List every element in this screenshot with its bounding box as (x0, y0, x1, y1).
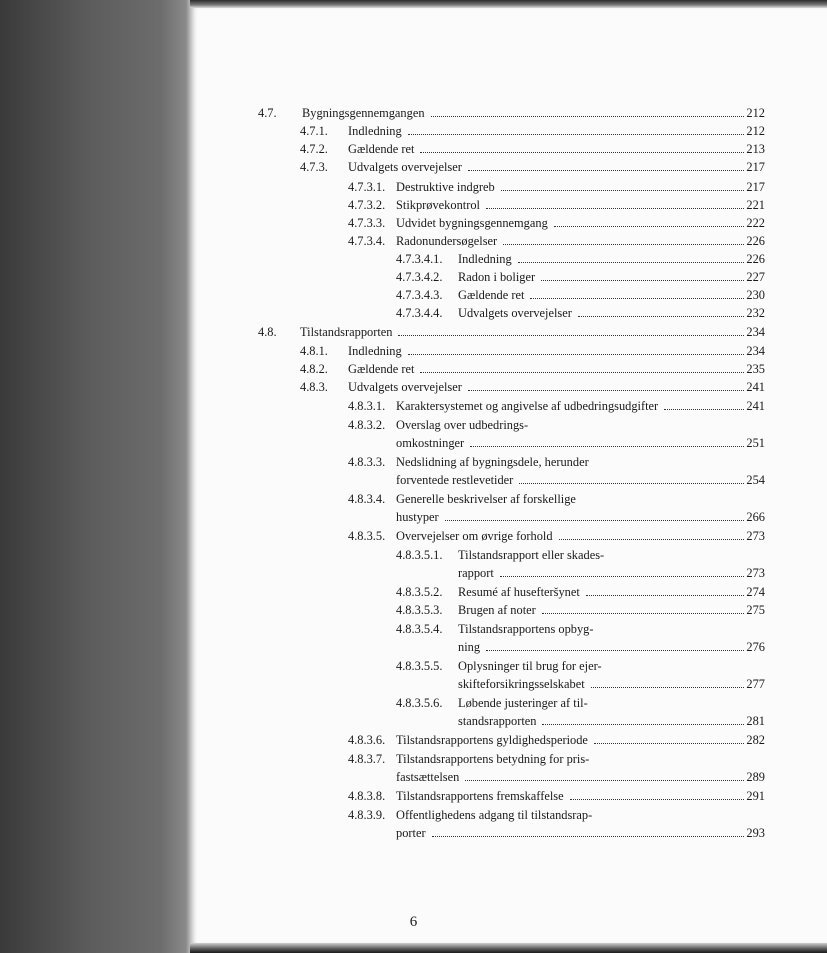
toc-dot-leader (554, 214, 745, 227)
toc-entry-number: 4.8.3.5. (348, 529, 386, 543)
toc-entry-title: skifteforsikringsselskabet (458, 677, 585, 691)
toc-dot-leader (518, 250, 745, 263)
toc-entry-title: Brugen af noter (458, 603, 536, 617)
toc-dot-leader (542, 712, 744, 725)
toc-entry-title: Generelle beskrivelser af forskellige (396, 492, 576, 506)
toc-entry-number: 4.7.3.4.1. (396, 252, 443, 266)
toc-dot-leader (398, 323, 744, 336)
toc-entry-number: 4.7.3. (300, 160, 328, 174)
toc-entry-title: Indledning (348, 124, 402, 138)
toc-entry-number: 4.8.2. (300, 362, 328, 376)
toc-entry (0, 638, 765, 656)
toc-entry-title: Tilstandsrapporten (300, 325, 393, 339)
toc-entry-page: 254 (746, 473, 765, 487)
toc-entry (0, 564, 765, 582)
toc-entry-number: 4.7.2. (300, 142, 328, 156)
toc-entry-page: 217 (746, 180, 765, 194)
toc-entry-page: 226 (746, 234, 765, 248)
toc-entry-title: Offentlighedens adgang til tilstandsrap- (396, 808, 593, 822)
toc-entry-title: fastsættelsen (396, 770, 460, 784)
toc-entry-number: 4.7.3.4.3. (396, 288, 443, 302)
toc-entry (0, 304, 765, 322)
toc-entry-page: 251 (746, 436, 765, 450)
toc-entry-number: 4.7.3.2. (348, 198, 386, 212)
toc-entry-number: 4.7.1. (300, 124, 328, 138)
toc-entry-page: 230 (746, 288, 765, 302)
toc-entry (0, 806, 765, 824)
toc-entry (0, 268, 765, 286)
toc-entry (0, 694, 765, 712)
toc-entry-title: hustyper (396, 510, 439, 524)
toc-dot-leader (408, 122, 745, 135)
toc-dot-leader (468, 378, 745, 391)
toc-entry-number: 4.8.3.2. (348, 418, 386, 432)
toc-entry-number: 4.8.3.9. (348, 808, 386, 822)
toc-dot-leader (542, 601, 745, 614)
toc-entry (0, 196, 765, 214)
toc-entry-number: 4.8.3.5.1. (396, 548, 443, 562)
toc-entry-number: 4.8.3.1. (348, 399, 386, 413)
toc-dot-leader (586, 583, 745, 596)
page-number: 6 (409, 914, 418, 930)
toc-entry-page: 222 (746, 216, 765, 230)
toc-entry-page: 212 (746, 106, 765, 120)
toc-entry (0, 731, 765, 749)
toc-entry-title: Overvejelser om øvrige forhold (396, 529, 553, 543)
toc-entry-title: Destruktive indgreb (396, 180, 495, 194)
toc-entry-title: omkostninger (396, 436, 465, 450)
toc-entry (0, 508, 765, 526)
toc-entry-title: Overslag over udbedrings- (396, 418, 529, 432)
toc-entry-number: 4.7. (258, 106, 277, 120)
toc-entry-number: 4.7.3.4.2. (396, 270, 443, 284)
toc-dot-leader (420, 140, 744, 153)
toc-dot-leader (591, 675, 745, 688)
toc-entry-title: ning (458, 640, 481, 654)
toc-entry-title: Tilstandsrapportens opbyg- (458, 622, 594, 636)
toc-dot-leader (408, 342, 745, 355)
toc-entry-number: 4.8.3.7. (348, 752, 386, 766)
toc-entry-page: 277 (746, 677, 765, 691)
toc-entry (0, 178, 765, 196)
toc-entry-page: 217 (746, 160, 765, 174)
toc-entry-title: Tilstandsrapportens betydning for pris- (396, 752, 590, 766)
toc-entry-title: Tilstandsrapportens gyldighedsperiode (396, 733, 588, 747)
toc-entry (0, 323, 765, 341)
toc-entry-number: 4.7.3.3. (348, 216, 386, 230)
toc-dot-leader (500, 564, 745, 577)
toc-entry-title: Radonundersøgelser (396, 234, 498, 248)
toc-entry-title: Resumé af husefteršynet (458, 585, 580, 599)
toc-entry-number: 4.8. (258, 325, 277, 339)
toc-entry-number: 4.7.3.4.4. (396, 306, 443, 320)
toc-dot-leader (501, 178, 745, 191)
toc-dot-leader (559, 527, 745, 540)
toc-entry (0, 546, 765, 564)
toc-entry (0, 342, 765, 360)
toc-entry-title: forventede restlevetider (396, 473, 514, 487)
toc-entry-number: 4.8.3.5.3. (396, 603, 443, 617)
toc-entry-page: 221 (746, 198, 765, 212)
toc-entry-title: Gældende ret (348, 362, 415, 376)
toc-entry-number: 4.8.3.6. (348, 733, 386, 747)
scanner-edge-bottom (190, 943, 827, 953)
toc-dot-leader (470, 434, 744, 447)
toc-entry (0, 675, 765, 693)
toc-entry-page: 235 (746, 362, 765, 376)
toc-entry-page: 266 (746, 510, 765, 524)
toc-entry-title: Radon i boliger (458, 270, 536, 284)
toc-entry (0, 214, 765, 232)
toc-entry (0, 824, 765, 842)
toc-entry-title: Indledning (458, 252, 512, 266)
toc-dot-leader (570, 787, 745, 800)
toc-entry-title: Tilstandsrapportens fremskaffelse (396, 789, 564, 803)
toc-entry-number: 4.8.3.5.5. (396, 659, 443, 673)
toc-dot-leader (486, 196, 744, 209)
toc-entry-page: 273 (746, 566, 765, 580)
toc-dot-leader (486, 638, 744, 651)
toc-entry (0, 158, 765, 176)
toc-dot-leader (530, 286, 744, 299)
toc-dot-leader (465, 768, 744, 781)
toc-dot-leader (503, 232, 744, 245)
toc-entry-title: Oplysninger til brug for ejer- (458, 659, 602, 673)
toc-entry-title: rapport (458, 566, 494, 580)
toc-entry (0, 286, 765, 304)
toc-entry-page: 274 (746, 585, 765, 599)
toc-entry-number: 4.8.3.5.2. (396, 585, 443, 599)
toc-entry (0, 397, 765, 415)
toc-entry-page: 212 (746, 124, 765, 138)
toc-entry-title: Bygningsgennemgangen (302, 106, 425, 120)
toc-entry (0, 122, 765, 140)
toc-entry-title: Gældende ret (458, 288, 525, 302)
toc-entry (0, 787, 765, 805)
toc-dot-leader (432, 824, 745, 837)
toc-dot-leader (541, 268, 744, 281)
toc-entry-page: 293 (746, 826, 765, 840)
toc-entry (0, 768, 765, 786)
toc-entry-title: Karaktersystemet og angivelse af udbedringsudgifter (396, 399, 659, 413)
toc-entry-number: 4.8.3. (300, 380, 328, 394)
toc-entry-page: 275 (746, 603, 765, 617)
scanner-edge-top (190, 0, 827, 8)
toc-entry-title: Stikprøvekontrol (396, 198, 480, 212)
toc-entry-number: 4.8.3.5.4. (396, 622, 443, 636)
toc-entry-page: 291 (746, 789, 765, 803)
toc-entry (0, 657, 765, 675)
toc-entry (0, 471, 765, 489)
toc-entry-number: 4.8.3.5.6. (396, 696, 443, 710)
toc-entry (0, 416, 765, 434)
toc-entry-page: 281 (746, 714, 765, 728)
toc-entry-page: 213 (746, 142, 765, 156)
toc-entry (0, 250, 765, 268)
toc-entry (0, 712, 765, 730)
toc-entry-page: 276 (746, 640, 765, 654)
toc-entry-title: Gældende ret (348, 142, 415, 156)
toc-entry-number: 4.7.3.1. (348, 180, 386, 194)
toc-entry (0, 601, 765, 619)
toc-entry-title: Udvalgets overvejelser (348, 160, 462, 174)
toc-entry (0, 490, 765, 508)
toc-entry-title: Udvalgets overvejelser (458, 306, 572, 320)
toc-entry (0, 378, 765, 396)
toc-entry-number: 4.8.3.8. (348, 789, 386, 803)
toc-entry-title: porter (396, 826, 426, 840)
toc-entry-page: 232 (746, 306, 765, 320)
toc-entry-title: standsrapporten (458, 714, 537, 728)
toc-entry (0, 750, 765, 768)
toc-entry (0, 104, 765, 122)
toc-entry-page: 273 (746, 529, 765, 543)
toc-entry-number: 4.8.1. (300, 344, 328, 358)
toc-dot-leader (431, 104, 745, 117)
toc-entry (0, 583, 765, 601)
toc-dot-leader (420, 360, 744, 373)
toc-entry (0, 360, 765, 378)
toc-entry-number: 4.8.3.3. (348, 455, 386, 469)
toc-entry-page: 234 (746, 344, 765, 358)
toc-entry (0, 527, 765, 545)
toc-entry (0, 434, 765, 452)
toc-entry-page: 227 (746, 270, 765, 284)
toc-entry (0, 232, 765, 250)
toc-dot-leader (468, 158, 745, 171)
toc-dot-leader (594, 731, 744, 744)
toc-dot-leader (445, 508, 745, 521)
toc-entry (0, 620, 765, 638)
toc-entry-title: Tilstandsrapport eller skades- (458, 548, 605, 562)
toc-entry (0, 140, 765, 158)
toc-entry-page: 241 (746, 380, 765, 394)
toc-entry-number: 4.7.3.4. (348, 234, 386, 248)
toc-entry-page: 234 (746, 325, 765, 339)
toc-dot-leader (519, 471, 744, 484)
toc-entry-number: 4.8.3.4. (348, 492, 386, 506)
toc-dot-leader (578, 304, 745, 317)
toc-dot-leader (664, 397, 744, 410)
toc-entry-title: Udvalgets overvejelser (348, 380, 462, 394)
toc-entry-title: Løbende justeringer af til- (458, 696, 588, 710)
toc-entry-title: Indledning (348, 344, 402, 358)
toc-entry-title: Nedslidning af bygningsdele, herunder (396, 455, 589, 469)
toc-entry-title: Udvidet bygningsgennemgang (396, 216, 548, 230)
toc-entry (0, 453, 765, 471)
toc-entry-page: 226 (746, 252, 765, 266)
toc-entry-page: 241 (746, 399, 765, 413)
toc-entry-page: 289 (746, 770, 765, 784)
toc-entry-page: 282 (746, 733, 765, 747)
